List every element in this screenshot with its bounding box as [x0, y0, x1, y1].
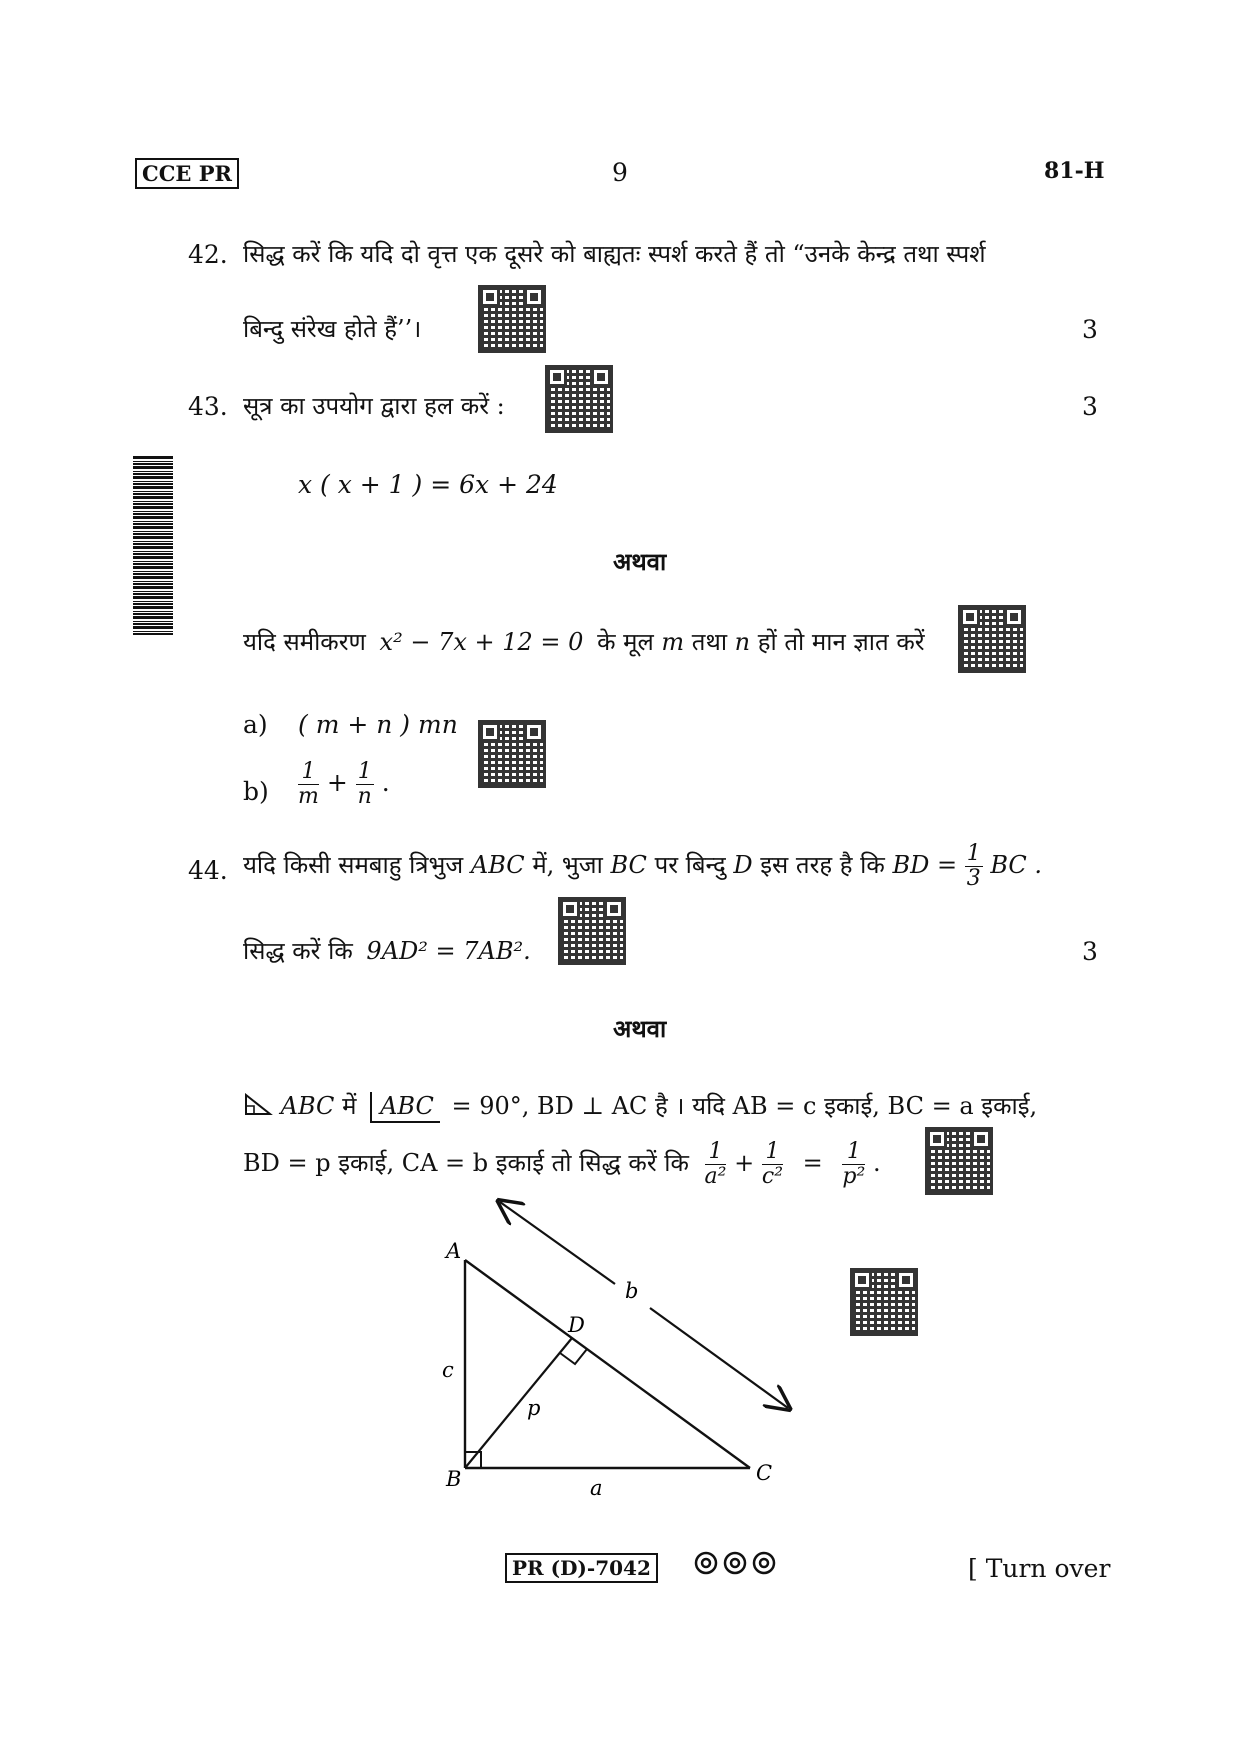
paper-code-box: CCE PR	[135, 158, 239, 189]
q43-or-label: अथवा	[613, 547, 667, 576]
subject-code: 81-H	[1044, 158, 1105, 184]
label-side-b: b	[625, 1279, 639, 1303]
q43-frac-1n: $\frac{1}{n}$	[357, 759, 372, 810]
q43-alt-line	[243, 628, 925, 657]
q44-qr-code	[558, 897, 626, 965]
triangle-symbol-icon	[243, 1093, 273, 1117]
segment-bd	[465, 1338, 572, 1468]
q43-alt-and: तथा	[691, 628, 728, 656]
q43-number: 43.	[188, 392, 228, 421]
q43-part-b-label: b)	[243, 777, 269, 806]
q44-line1: यदि किसी समबाहु त्रिभुज ABC में, भुजा BC पर बिन्दु D इस तरह है कि BD = $\frac{1}{3}$ BC .	[243, 841, 1043, 892]
q43-equation: x ( x + 1 ) = 6x + 24	[298, 470, 558, 499]
q44-frac-1c2: $\frac{1}{\text{c²}}$	[761, 1139, 784, 1190]
q44-marks: 3	[1082, 937, 1098, 966]
page-number: 9	[612, 158, 628, 187]
q43-alt-suffix: हों तो मान ज्ञात करें	[757, 628, 925, 656]
q43-alt-qr-code	[958, 605, 1026, 673]
right-angle-d	[560, 1349, 587, 1364]
q44-frac-third: $\frac{1}{3}$	[966, 841, 981, 892]
q43-parts-qr-code	[478, 720, 546, 788]
q44-alt-line2: BD = p इकाई, CA = b इकाई तो सिद्ध करें कि $\frac{1}{\text{a²}}$ + $\frac{1}{\text{c²}}$ = $\frac{1}{\text{p²}}$ .	[243, 1139, 881, 1190]
arrow-b-upper	[500, 1202, 615, 1284]
arrow-b-lower	[650, 1308, 788, 1408]
q44-number: 44.	[188, 856, 228, 885]
q42-text-line1: सिद्ध करें कि यदि दो वृत्त एक दूसरे को बाह्यतः स्पर्श करते हैं तो “उनके केन्द्र तथा स्पर्श	[243, 240, 986, 268]
label-side-p: p	[527, 1396, 541, 1420]
q44-line2: सिद्ध करें कि 9AD² = 7AB².	[243, 937, 531, 965]
q43-part-a-label: a)	[243, 710, 268, 739]
q42-marks: 3	[1082, 315, 1098, 344]
label-side-a: a	[590, 1476, 603, 1500]
q43-frac-1m: $\frac{1}{m}$	[298, 759, 319, 810]
flower-ornament-icon	[692, 1548, 778, 1578]
triangle-figure	[420, 1190, 840, 1510]
q43-part-b-expr: $\frac{1}{m}$ + $\frac{1}{n}$ .	[298, 759, 390, 810]
q44-frac-1p2: $\frac{1}{\text{p²}}$	[842, 1139, 866, 1190]
q43-alt-m: m	[661, 628, 685, 656]
q43-alt-mid: के मूल	[597, 628, 654, 656]
q42-qr-code	[478, 285, 546, 353]
label-side-c: c	[442, 1358, 454, 1382]
q42-text-line2: बिन्दु संरेख होते हैं’’।	[243, 315, 422, 343]
label-vertex-b: B	[446, 1467, 462, 1491]
q43-alt-prefix: यदि समीकरण	[243, 628, 366, 656]
q42-number: 42.	[188, 240, 228, 269]
barcode-strip	[133, 455, 173, 635]
figure-qr-code	[850, 1268, 918, 1336]
q44-frac-1a2: $\frac{1}{\text{a²}}$	[704, 1139, 727, 1190]
q43-alt-equation: x² − 7x + 12 = 0	[379, 628, 584, 656]
angle-abc: ABC	[370, 1092, 440, 1123]
q44-alt-line1: ABC में ABC = 90°, BD ⊥ AC है । यदि AB = c इकाई, BC = a इकाई,	[243, 1092, 1037, 1123]
footer-code-box: PR (D)-7042	[505, 1553, 658, 1583]
label-vertex-d: D	[568, 1313, 585, 1337]
side-ac	[465, 1260, 750, 1468]
q43-text: सूत्र का उपयोग द्वारा हल करें :	[243, 392, 505, 420]
label-vertex-c: C	[756, 1461, 773, 1485]
q43-marks: 3	[1082, 392, 1098, 421]
q43-part-a-expr: ( m + n ) mn	[298, 710, 458, 739]
label-vertex-a: A	[446, 1239, 462, 1263]
q43-alt-n: n	[734, 628, 751, 656]
q44-alt-qr-code	[925, 1127, 993, 1195]
q43-qr-code	[545, 365, 613, 433]
turn-over-text: [ Turn over	[968, 1554, 1111, 1583]
q44-or-label: अथवा	[613, 1014, 667, 1043]
